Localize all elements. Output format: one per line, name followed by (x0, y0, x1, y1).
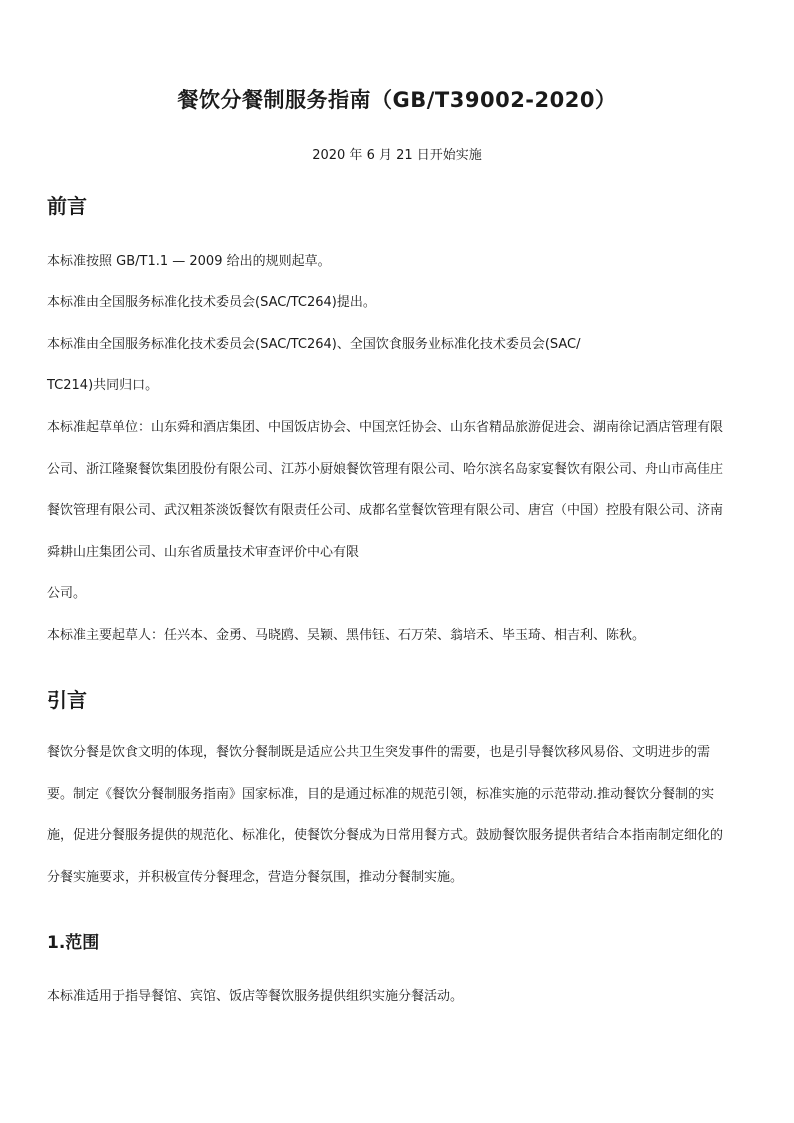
foreword-line: 公司。 (47, 586, 87, 601)
foreword-line: TC214)共同归口。 (47, 378, 159, 393)
introduction-line: 要。制定《餐饮分餐制服务指南》国家标准，目的是通过标准的规范引领，标准实施的示范带动.推动餐饮分餐制的实 (47, 787, 715, 802)
introduction-line: 施，促进分餐服务提供的规范化、标准化，使餐饮分餐成为日常用餐方式。鼓励餐饮服务提供者结合本指南制定细化的 (47, 828, 724, 843)
scope-heading: 1.范围 (47, 933, 100, 953)
introduction-line: 分餐实施要求，并积极宣传分餐理念，营造分餐氛围，推动分餐制实施。 (47, 870, 464, 885)
foreword-line: 本标准起草单位：山东舜和酒店集团、中国饭店协会、中国烹饪协会、山东省精品旅游促进会、湖南徐记酒店管理有限 (47, 420, 724, 435)
foreword-heading: 前言 (47, 194, 87, 218)
document-title: 餐饮分餐制服务指南（GB/T39002-2020） (177, 88, 617, 112)
foreword-line: 餐饮管理有限公司、武汉粗茶淡饭餐饮有限责任公司、成都名堂餐饮管理有限公司、唐宫（中国）控股有限公司、济南 (47, 503, 724, 518)
effective-date: 2020 年 6 月 21 日开始实施 (312, 148, 482, 163)
foreword-line: 舜耕山庄集团公司、山东省质量技术审查评价中心有限 (47, 545, 360, 560)
foreword-line: 本标准按照 GB/T1.1 — 2009 给出的规则起草。 (47, 254, 331, 269)
foreword-line: 本标准由全国服务标准化技术委员会(SAC/TC264)、全国饮食服务业标准化技术委员会(SAC/ (47, 337, 581, 352)
scope-line: 本标准适用于指导餐馆、宾馆、饭店等餐饮服务提供组织实施分餐活动。 (47, 989, 464, 1004)
foreword-line: 本标准主要起草人：任兴本、金勇、马晓鸥、吴颖、黑伟钰、石万荣、翁培禾、毕玉琦、相吉利、陈秋。 (47, 628, 646, 643)
introduction-heading: 引言 (47, 688, 87, 712)
introduction-line: 餐饮分餐是饮食文明的体现，餐饮分餐制既是适应公共卫生突发事件的需要，也是引导餐饮移风易俗、文明进步的需 (47, 745, 711, 760)
foreword-line: 本标准由全国服务标准化技术委员会(SAC/TC264)提出。 (47, 295, 376, 310)
foreword-line: 公司、浙江隆聚餐饮集团股份有限公司、江苏小厨娘餐饮管理有限公司、哈尔滨名岛家宴餐饮有限公司、舟山市高佳庄 (47, 462, 724, 477)
